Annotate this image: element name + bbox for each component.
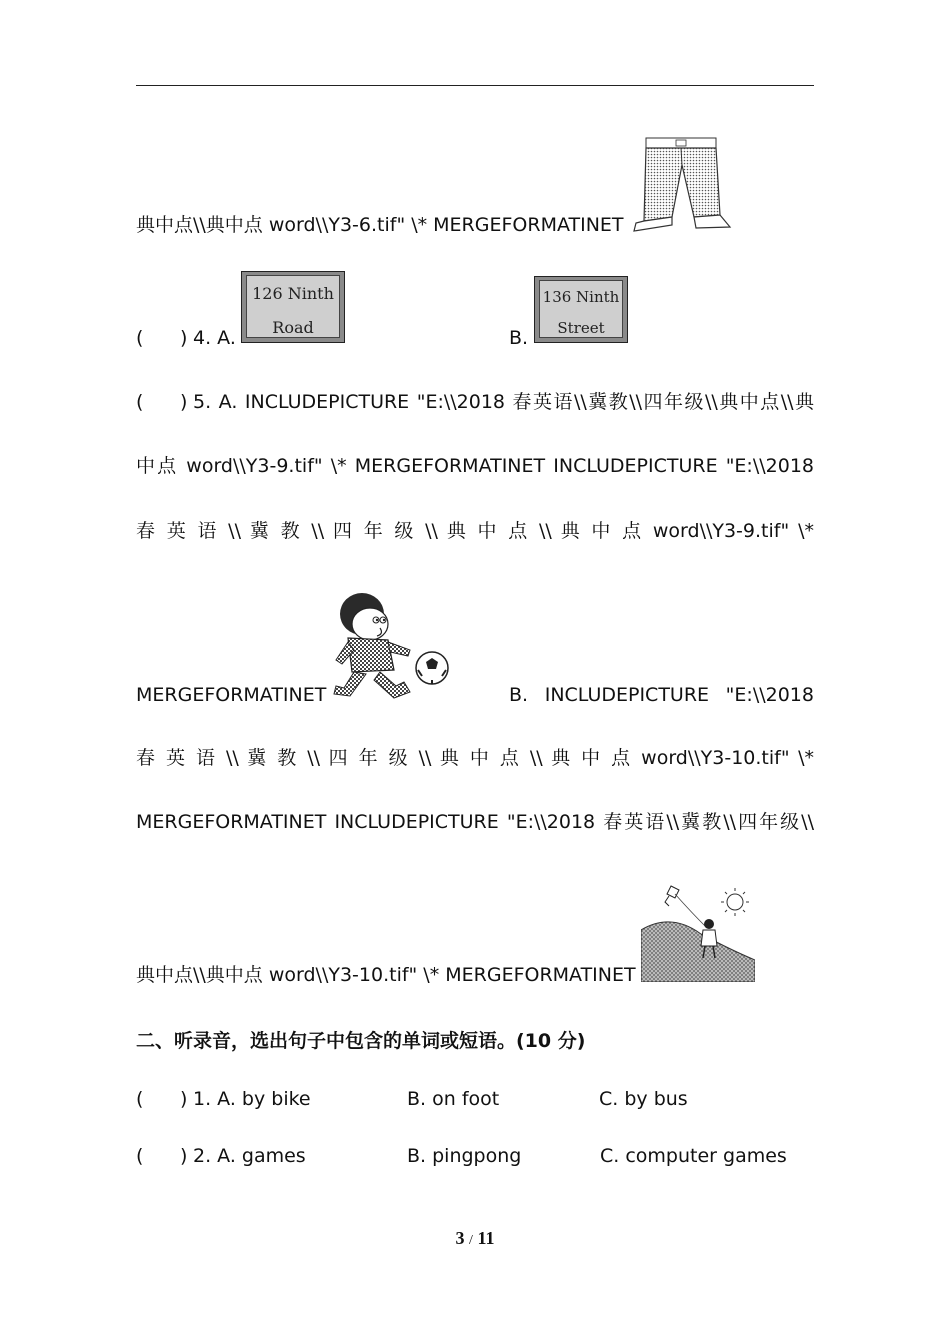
- answer-bracket-open: (: [136, 327, 144, 349]
- q3-tail-text: 典中点\\典中点 word\\Y3-6.tif" \* MERGEFORMATINET: [136, 214, 624, 236]
- page-separator: /: [469, 1233, 473, 1248]
- street-sign-picture: [534, 276, 628, 343]
- q5-line2: 中点 word\\Y3-9.tif" \* MERGEFORMATINET INCLUDEPICTURE "E:\\2018: [136, 455, 814, 477]
- q1-option-a: 1. A. by bike: [193, 1088, 311, 1110]
- q5-line4-a: MERGEFORMATINET: [136, 684, 327, 706]
- page-number: [0, 1228, 950, 1249]
- q4-option-b: B.: [509, 327, 529, 349]
- answer-bracket-open: (: [136, 391, 144, 413]
- q5-line5: 春 英 语 \\ 冀 教 \\ 四 年 级 \\ 典 中 点 \\ 典 中 点 word\\Y3-10.tif" \*: [136, 747, 814, 769]
- q1-option-c: C. by bus: [599, 1088, 688, 1110]
- q2-option-b: B. pingpong: [407, 1145, 522, 1167]
- q2-option-c: C. computer games: [600, 1145, 787, 1167]
- q2-option-a: 2. A. games: [193, 1145, 306, 1167]
- section-2-heading: 二、听录音，选出句子中包含的单词或短语。(10 分): [136, 1030, 586, 1052]
- q1-option-b: B. on foot: [407, 1088, 500, 1110]
- q4-number: 4. A.: [193, 327, 236, 349]
- girl-flying-kite-picture: [641, 882, 755, 982]
- answer-bracket-close: ): [180, 327, 188, 349]
- answer-bracket-close: ): [180, 1145, 188, 1167]
- answer-bracket-open: (: [136, 1088, 144, 1110]
- sign-a-line2: Road: [272, 318, 314, 337]
- sign-a-line1: 126 Ninth: [252, 284, 334, 303]
- q5-line1: 5. A. INCLUDEPICTURE "E:\\2018 春英语\\冀教\\四年级\\典中点\\典: [193, 391, 814, 413]
- q5-line3: 春 英 语 \\ 冀 教 \\ 四 年 级 \\ 典 中 点 \\ 典 中 点 word\\Y3-9.tif" \*: [136, 520, 814, 542]
- answer-bracket-open: (: [136, 1145, 144, 1167]
- q5-line7: 典中点\\典中点 word\\Y3-10.tif" \* MERGEFORMATINET: [136, 964, 636, 986]
- boy-playing-football-picture: [330, 590, 452, 704]
- total-pages: 11: [477, 1228, 495, 1248]
- header-rule: [136, 85, 814, 86]
- answer-bracket-close: ): [180, 391, 188, 413]
- sign-b-line1: 136 Ninth: [542, 288, 620, 306]
- road-sign-picture: [241, 271, 345, 343]
- q5-line4-b: B. INCLUDEPICTURE "E:\\2018: [509, 684, 814, 706]
- sign-b-line2: Street: [557, 319, 605, 337]
- current-page: 3: [455, 1228, 465, 1248]
- q5-line6: MERGEFORMATINET INCLUDEPICTURE "E:\\2018 春英语\\冀教\\四年级\\: [136, 811, 814, 833]
- answer-bracket-close: ): [180, 1088, 188, 1110]
